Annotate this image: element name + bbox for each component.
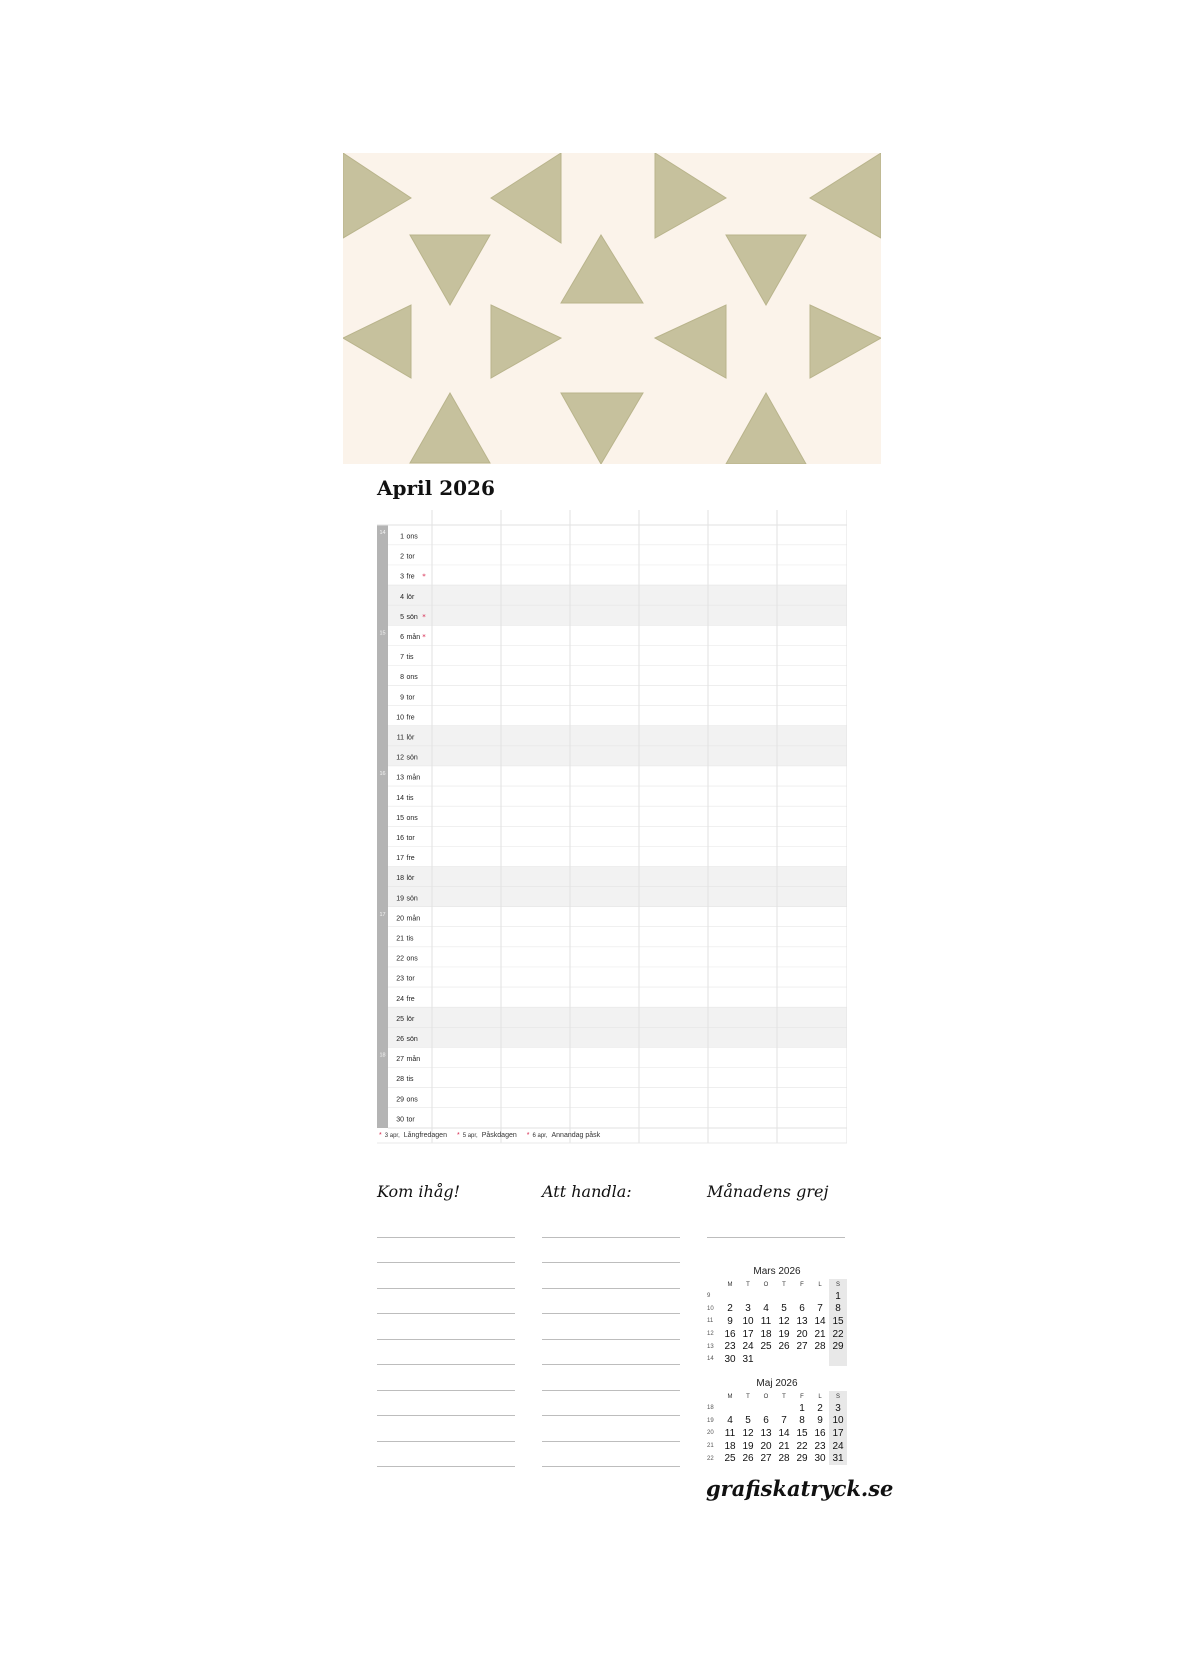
day-number: 21	[396, 935, 404, 943]
weekday-header-row	[707, 1279, 847, 1290]
mini-day: 3	[745, 1303, 751, 1315]
weekday-header: L	[818, 1281, 822, 1288]
mini-day: 11	[724, 1427, 736, 1439]
mini-week-number: 22	[707, 1455, 714, 1462]
day-number: 7	[400, 654, 404, 662]
mini-day: 21	[778, 1440, 790, 1452]
mini-day: 24	[742, 1341, 754, 1353]
mini-day: 6	[799, 1303, 805, 1315]
day-number: 24	[396, 995, 404, 1003]
shopping-lines	[542, 1212, 680, 1467]
writing-line	[377, 1238, 515, 1264]
day-row	[388, 847, 847, 867]
day-number: 15	[396, 814, 404, 822]
holiday-name: Påskdagen	[481, 1132, 517, 1139]
day-number: 18	[396, 875, 404, 883]
mini-day	[775, 1402, 793, 1415]
holiday-date: 3 apr,	[384, 1133, 400, 1139]
writing-line	[707, 1212, 845, 1238]
holiday-item	[527, 1132, 600, 1139]
week-number: 17	[379, 911, 386, 918]
writing-line	[377, 1263, 515, 1289]
mini-day: 2	[727, 1303, 733, 1315]
day-name: tor	[406, 694, 415, 702]
day-row	[388, 887, 847, 907]
mini-day: 14	[814, 1315, 826, 1327]
day-number: 9	[400, 694, 404, 702]
mini-day: 29	[796, 1453, 808, 1465]
day-name: lör	[406, 875, 415, 883]
mini-day	[757, 1290, 775, 1303]
mini-day	[721, 1402, 739, 1415]
weekday-header: M	[727, 1281, 733, 1288]
mini-week-number: 14	[707, 1356, 714, 1363]
day-row	[388, 927, 847, 947]
mini-day	[721, 1290, 739, 1303]
day-name: ons	[406, 955, 418, 963]
mini-day: 7	[781, 1415, 787, 1427]
mini-day: 28	[814, 1341, 826, 1353]
mini-day: 31	[742, 1353, 754, 1365]
mini-day: 11	[760, 1315, 772, 1327]
writing-line	[542, 1314, 680, 1340]
day-name: sön	[406, 895, 418, 903]
day-name: tis	[406, 794, 414, 802]
day-name: mån	[406, 1056, 421, 1064]
day-number: 29	[396, 1096, 404, 1104]
mini-day: 10	[829, 1415, 847, 1428]
weekday-header: T	[746, 1393, 750, 1400]
mini-week-row	[707, 1402, 847, 1415]
mini-day: 4	[727, 1415, 733, 1427]
holiday-marker-icon: *	[379, 1132, 382, 1139]
writing-line	[542, 1212, 680, 1238]
day-row	[388, 1068, 847, 1088]
mini-calendar-title: Maj 2026	[756, 1378, 798, 1389]
day-row	[388, 605, 847, 625]
day-number: 28	[396, 1076, 404, 1084]
weekday-header: O	[763, 1281, 769, 1288]
holiday-marker-icon: *	[422, 633, 426, 641]
day-name: mån	[406, 915, 421, 923]
day-name: lör	[406, 593, 415, 601]
page-title: April 2026	[377, 476, 495, 500]
week-number: 18	[379, 1052, 386, 1059]
mini-week-number: 9	[707, 1293, 711, 1300]
mini-day	[811, 1353, 829, 1366]
mini-day: 15	[796, 1427, 808, 1439]
weekday-header: L	[818, 1393, 822, 1400]
mini-day: 22	[796, 1440, 808, 1452]
writing-line	[542, 1416, 680, 1442]
day-row	[388, 726, 847, 746]
remember-title: Kom ihåg!	[377, 1182, 461, 1201]
day-row	[388, 1048, 847, 1068]
mini-calendar-table	[707, 1391, 847, 1465]
mini-day: 23	[814, 1440, 826, 1452]
day-number: 27	[396, 1056, 404, 1064]
mini-day: 20	[760, 1440, 772, 1452]
holiday-marker-icon: *	[456, 1132, 460, 1139]
writing-line	[377, 1340, 515, 1366]
mini-day: 17	[742, 1328, 754, 1340]
mini-week-row	[707, 1290, 847, 1303]
week-number: 14	[379, 530, 386, 536]
mini-week-number: 10	[707, 1305, 714, 1312]
mini-day: 26	[742, 1453, 754, 1465]
weekday-header: O	[763, 1393, 769, 1400]
day-number: 25	[396, 1015, 404, 1023]
mini-week-number: 12	[707, 1331, 714, 1338]
day-name: mån	[406, 634, 421, 641]
day-number: 2	[400, 553, 404, 561]
writing-line	[542, 1263, 680, 1289]
day-number: 3	[400, 573, 404, 581]
day-row	[388, 806, 847, 826]
mini-day	[757, 1402, 775, 1415]
mini-calendar-title: Mars 2026	[753, 1266, 801, 1277]
mini-day: 19	[778, 1328, 790, 1340]
day-row	[388, 585, 847, 605]
mini-day: 26	[778, 1341, 790, 1353]
mini-day: 16	[814, 1427, 826, 1439]
day-row	[388, 525, 847, 545]
day-number: 20	[396, 915, 404, 923]
mini-week-row	[707, 1340, 847, 1353]
mini-day: 18	[724, 1440, 736, 1452]
mini-day	[793, 1290, 811, 1303]
day-name: tis	[406, 935, 414, 943]
writing-line	[377, 1391, 515, 1417]
weekday-header-row	[707, 1391, 847, 1402]
mini-day: 17	[829, 1427, 847, 1440]
holiday-marker-icon: *	[422, 612, 426, 621]
mini-day: 21	[814, 1328, 826, 1340]
mini-week-row	[707, 1303, 847, 1316]
day-row	[388, 967, 847, 987]
day-row	[388, 646, 847, 666]
writing-line	[377, 1442, 515, 1468]
weekday-header: F	[800, 1281, 804, 1288]
day-number: 11	[396, 734, 404, 742]
mini-week-row	[707, 1452, 847, 1465]
mini-day: 23	[724, 1341, 736, 1353]
mini-day: 25	[724, 1453, 736, 1465]
mini-day: 6	[763, 1415, 769, 1427]
mini-day: 1	[799, 1402, 805, 1414]
mini-day: 4	[763, 1303, 769, 1315]
mini-day: 3	[829, 1402, 847, 1415]
mini-day: 15	[829, 1315, 847, 1328]
mini-week-row	[707, 1427, 847, 1440]
mini-day: 25	[760, 1341, 772, 1353]
mini-week-number: 11	[707, 1318, 714, 1325]
mini-day: 9	[727, 1315, 733, 1327]
mini-day	[739, 1290, 757, 1303]
month-thing-section	[707, 1182, 845, 1238]
day-name: lör	[406, 734, 415, 742]
day-row	[388, 867, 847, 887]
day-name: mån	[406, 774, 421, 782]
mini-day: 10	[742, 1315, 754, 1327]
weekday-header: T	[746, 1281, 750, 1288]
day-row	[388, 545, 847, 565]
day-row	[388, 626, 847, 646]
week-number: 16	[379, 771, 386, 778]
mini-day: 16	[724, 1328, 736, 1340]
mini-day: 8	[799, 1415, 805, 1427]
day-name: sön	[406, 1036, 418, 1043]
day-name: tor	[406, 975, 415, 983]
mini-week-number: 13	[707, 1343, 714, 1350]
mini-day: 31	[829, 1452, 847, 1465]
holiday-marker-icon: *	[422, 572, 426, 581]
writing-line	[542, 1238, 680, 1264]
day-name: tis	[406, 1076, 414, 1084]
day-row	[388, 1028, 847, 1048]
month-thing-lines	[707, 1212, 845, 1238]
mini-calendar-mars	[707, 1266, 847, 1366]
day-number: 30	[396, 1116, 404, 1124]
weekday-header: S	[829, 1391, 847, 1402]
day-number: 26	[396, 1036, 404, 1043]
shopping-title: Att handla:	[542, 1182, 632, 1201]
mini-calendar-maj	[707, 1378, 847, 1465]
mini-day	[739, 1402, 757, 1415]
day-row	[388, 786, 847, 806]
writing-line	[377, 1365, 515, 1391]
day-name: tis	[406, 654, 414, 662]
mini-week-row	[707, 1415, 847, 1428]
mini-day: 20	[796, 1328, 808, 1340]
mini-week-number: 20	[707, 1430, 714, 1437]
writing-line	[542, 1442, 680, 1468]
day-name: ons	[406, 814, 418, 822]
mini-day: 5	[781, 1303, 787, 1315]
mini-day	[757, 1353, 775, 1366]
day-number: 4	[400, 593, 404, 601]
day-number: 16	[396, 835, 404, 842]
holiday-item	[457, 1132, 517, 1139]
day-name: fre	[406, 573, 415, 581]
day-number: 19	[396, 895, 404, 903]
day-number: 17	[396, 855, 404, 863]
mini-day	[793, 1353, 811, 1366]
day-name: sön	[406, 754, 418, 762]
mini-day	[811, 1290, 829, 1303]
day-row	[388, 666, 847, 686]
brand-logo: grafiskatryck.se	[706, 1476, 894, 1501]
remember-section	[377, 1182, 515, 1467]
mini-day: 27	[760, 1453, 772, 1465]
holiday-item	[379, 1132, 447, 1139]
mini-day: 12	[778, 1315, 790, 1327]
mini-day: 5	[745, 1415, 751, 1427]
mini-calendar-table	[707, 1279, 847, 1366]
mini-week-number: 18	[707, 1405, 714, 1412]
mini-week-number: 21	[707, 1443, 714, 1450]
day-number: 13	[396, 774, 404, 782]
holiday-name: Annandag påsk	[551, 1132, 601, 1139]
writing-line	[542, 1365, 680, 1391]
week-number: 15	[379, 630, 386, 637]
holiday-marker-icon: *	[526, 1132, 530, 1139]
weekday-header: S	[829, 1279, 847, 1290]
day-name: fre	[406, 995, 415, 1003]
day-row	[388, 746, 847, 766]
day-name: ons	[406, 1096, 418, 1104]
mini-day	[775, 1353, 793, 1366]
mini-day: 2	[817, 1402, 823, 1414]
mini-day: 30	[724, 1353, 736, 1365]
day-name: fre	[406, 714, 415, 722]
holiday-legend	[379, 1132, 610, 1139]
mini-day: 28	[778, 1453, 790, 1465]
mini-day: 29	[829, 1340, 847, 1353]
mini-day: 24	[829, 1440, 847, 1453]
day-row	[388, 987, 847, 1007]
day-name: fre	[406, 855, 415, 863]
day-number: 22	[396, 955, 404, 963]
weekday-header: T	[782, 1393, 786, 1400]
mini-day: 18	[760, 1328, 772, 1340]
day-number: 1	[400, 533, 404, 541]
day-name: ons	[406, 533, 418, 541]
writing-line	[377, 1416, 515, 1442]
day-name: lör	[406, 1015, 415, 1023]
day-number: 23	[396, 975, 404, 983]
mini-day	[829, 1353, 847, 1366]
mini-day: 27	[796, 1341, 808, 1353]
day-name: sön	[406, 613, 418, 621]
mini-week-row	[707, 1328, 847, 1341]
mini-day: 30	[814, 1453, 826, 1465]
mini-day	[775, 1290, 793, 1303]
day-number: 14	[396, 794, 404, 802]
weekday-header: T	[782, 1281, 786, 1288]
remember-lines	[377, 1212, 515, 1467]
mini-day: 1	[829, 1290, 847, 1303]
day-number: 10	[396, 714, 404, 722]
holiday-date: 6 apr,	[532, 1133, 548, 1139]
holiday-date: 5 apr,	[462, 1133, 478, 1139]
mini-day: 19	[742, 1440, 754, 1452]
writing-line	[542, 1340, 680, 1366]
writing-line	[377, 1289, 515, 1315]
day-name: tor	[406, 835, 415, 842]
mini-day: 7	[817, 1303, 823, 1315]
month-grid	[377, 510, 847, 1147]
day-row	[388, 1108, 847, 1128]
day-number: 5	[400, 613, 404, 621]
mini-day: 8	[829, 1303, 847, 1316]
week-col-header	[707, 1279, 721, 1290]
shopping-section	[542, 1182, 680, 1467]
day-number: 6	[400, 634, 404, 641]
mini-week-number: 19	[707, 1417, 714, 1424]
day-row	[388, 1007, 847, 1027]
day-row	[388, 1088, 847, 1108]
writing-line	[542, 1391, 680, 1417]
holiday-name: Långfredagen	[403, 1132, 447, 1139]
day-row	[388, 686, 847, 706]
writing-line	[377, 1212, 515, 1238]
week-bar	[377, 525, 388, 1128]
month-thing-title: Månadens grej	[707, 1182, 829, 1201]
day-row	[388, 827, 847, 847]
day-row	[388, 706, 847, 726]
week-col-header	[707, 1391, 721, 1402]
mini-week-row	[707, 1440, 847, 1453]
day-row	[388, 907, 847, 927]
writing-line	[542, 1289, 680, 1315]
day-number: 12	[396, 754, 404, 762]
mini-day: 13	[760, 1427, 772, 1439]
day-name: tor	[406, 1116, 415, 1124]
weekday-header: M	[727, 1393, 733, 1400]
mini-day: 22	[829, 1328, 847, 1341]
day-number: 8	[400, 674, 404, 682]
weekday-header: F	[800, 1393, 804, 1400]
mini-day: 9	[817, 1415, 823, 1427]
mini-day: 13	[796, 1315, 808, 1327]
day-row	[388, 947, 847, 967]
day-row	[388, 766, 847, 786]
mini-week-row	[707, 1353, 847, 1366]
writing-line	[377, 1314, 515, 1340]
day-name: tor	[406, 553, 415, 561]
mini-day: 14	[778, 1427, 790, 1439]
mini-week-row	[707, 1315, 847, 1328]
mini-day: 12	[742, 1427, 754, 1439]
day-name: ons	[406, 674, 418, 682]
decorative-banner	[343, 153, 881, 464]
day-row	[388, 565, 847, 585]
